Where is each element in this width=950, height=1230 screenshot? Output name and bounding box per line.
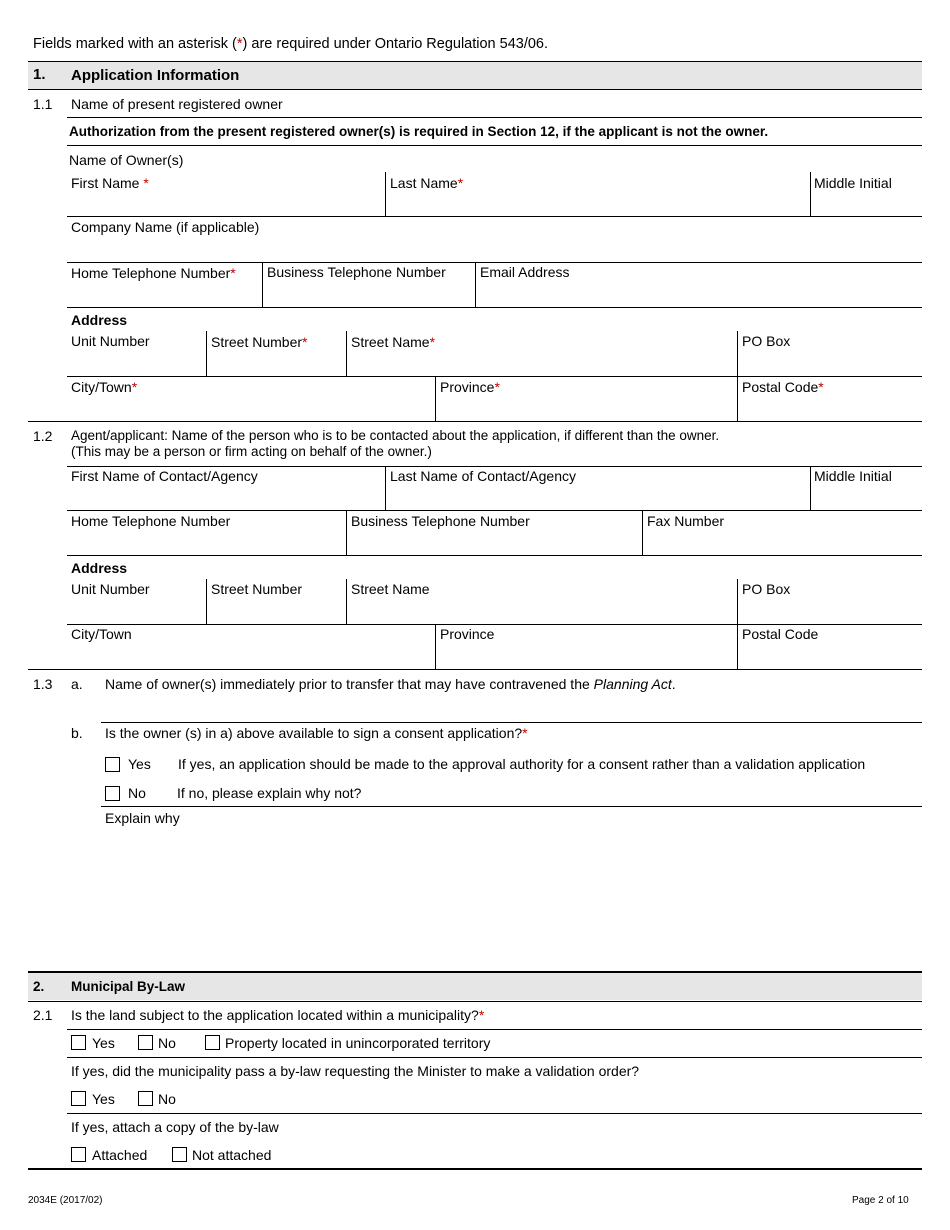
q1-3a-label: Name of owner(s) immediately prior to transfer that may have contravened the Planning Act. <box>105 676 676 692</box>
q1-1-label: Name of present registered owner <box>71 96 283 112</box>
owner-last-name-label: Last Name* <box>390 175 464 191</box>
unincorporated-label: Property located in unincorporated territory <box>225 1035 491 1051</box>
attached-checkbox[interactable] <box>71 1147 86 1162</box>
consent-no-note: If no, please explain why not? <box>177 785 362 801</box>
unincorporated-checkbox[interactable] <box>205 1035 220 1050</box>
owner-email-label: Email Address <box>480 264 570 280</box>
prior-owner-name-field[interactable] <box>101 695 922 721</box>
agent-business-phone-label: Business Telephone Number <box>351 513 530 529</box>
municipality-no-label: No <box>158 1035 176 1051</box>
name-of-owners-label: Name of Owner(s) <box>69 152 184 168</box>
page-number: Page 2 of 10 <box>852 1195 909 1206</box>
agent-first-name-label: First Name of Contact/Agency <box>71 468 258 484</box>
consent-no-label: No <box>128 785 146 801</box>
agent-unit-number-label: Unit Number <box>71 581 150 597</box>
consent-no-checkbox[interactable] <box>105 786 120 801</box>
q1-3a-letter: a. <box>71 676 83 692</box>
bylaw-question: If yes, did the municipality pass a by-law requesting the Minister to make a validation order? <box>71 1063 640 1079</box>
q1-1-number: 1.1 <box>33 96 53 112</box>
municipality-yes-checkbox[interactable] <box>71 1035 86 1050</box>
agent-fax-label: Fax Number <box>647 513 725 529</box>
attach-bylaw-label: If yes, attach a copy of the by-law <box>71 1119 279 1135</box>
form-id: 2034E (2017/02) <box>28 1195 103 1206</box>
q1-2-label-line2: (This may be a person or firm acting on behalf of the owner.) <box>71 444 432 459</box>
owner-middle-initial-label: Middle Initial <box>814 175 892 191</box>
owner-street-number-label: Street Number* <box>211 334 308 350</box>
agent-street-name-label: Street Name <box>351 581 430 597</box>
explain-why-label: Explain why <box>105 810 180 826</box>
not-attached-checkbox[interactable] <box>172 1147 187 1162</box>
q1-3b-letter: b. <box>71 725 83 741</box>
q1-2-label-line1: Agent/applicant: Name of the person who is to be contacted about the application, if different than the owner. <box>71 428 720 443</box>
q2-1-label: Is the land subject to the application located within a municipality?* <box>71 1007 485 1023</box>
owner-street-name-label: Street Name* <box>351 334 436 350</box>
company-name-label: Company Name (if applicable) <box>71 219 260 235</box>
agent-po-box-label: PO Box <box>742 581 791 597</box>
agent-city-label: City/Town <box>71 626 132 642</box>
explain-why-field[interactable] <box>101 828 922 968</box>
bylaw-no-label: No <box>158 1091 176 1107</box>
agent-postal-code-label: Postal Code <box>742 626 819 642</box>
attached-label: Attached <box>92 1147 148 1163</box>
municipality-no-checkbox[interactable] <box>138 1035 153 1050</box>
agent-province-label: Province <box>440 626 495 642</box>
q1-3b-label: Is the owner (s) in a) above available to sign a consent application?* <box>105 725 528 741</box>
section-1-title: Application Information <box>71 67 240 84</box>
section-2-title: Municipal By-Law <box>71 979 186 994</box>
owner-first-name-label: First Name * <box>71 175 149 191</box>
consent-yes-checkbox[interactable] <box>105 757 120 772</box>
agent-address-heading: Address <box>71 560 128 576</box>
owner-po-box-label: PO Box <box>742 333 791 349</box>
owner-province-label: Province* <box>440 379 500 395</box>
section-1-number: 1. <box>33 66 46 83</box>
municipality-yes-label: Yes <box>92 1035 115 1051</box>
owner-address-heading: Address <box>71 312 128 328</box>
owner-business-phone-label: Business Telephone Number <box>267 264 446 280</box>
owner-postal-code-label: Postal Code* <box>742 379 824 395</box>
required-fields-note: Fields marked with an asterisk (*) are required under Ontario Regulation 543/06. <box>33 36 549 52</box>
authorization-note: Authorization from the present registered owner(s) is required in Section 12, if the applicant is not the owner. <box>69 124 769 139</box>
owner-city-label: City/Town* <box>71 379 138 395</box>
consent-yes-note: If yes, an application should be made to the approval authority for a consent rather than a validation application <box>178 756 866 772</box>
not-attached-label: Not attached <box>192 1147 272 1163</box>
bylaw-no-checkbox[interactable] <box>138 1091 153 1106</box>
bylaw-yes-checkbox[interactable] <box>71 1091 86 1106</box>
owner-home-phone-label: Home Telephone Number* <box>71 265 236 281</box>
agent-middle-initial-label: Middle Initial <box>814 468 892 484</box>
bylaw-yes-label: Yes <box>92 1091 115 1107</box>
q1-3-number: 1.3 <box>33 676 53 692</box>
section-2-number: 2. <box>33 979 45 994</box>
q2-1-number: 2.1 <box>33 1007 53 1023</box>
agent-last-name-label: Last Name of Contact/Agency <box>390 468 576 484</box>
agent-street-number-label: Street Number <box>211 581 303 597</box>
consent-yes-label: Yes <box>128 756 151 772</box>
agent-home-phone-label: Home Telephone Number <box>71 513 231 529</box>
owner-unit-number-label: Unit Number <box>71 333 150 349</box>
q1-2-number: 1.2 <box>33 428 53 444</box>
